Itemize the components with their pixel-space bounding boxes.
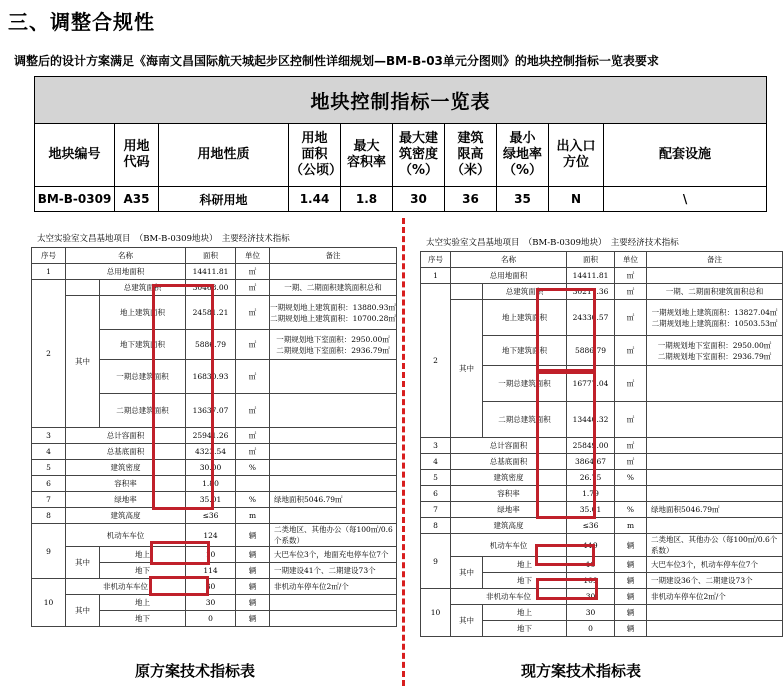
table-cell: 6 bbox=[32, 476, 66, 492]
table-cell: 地上建筑面积 bbox=[100, 296, 186, 330]
table-row bbox=[421, 438, 783, 454]
control-cell-2: 科研用地 bbox=[159, 187, 289, 212]
table-cell: 总基底面积 bbox=[66, 444, 186, 460]
table-row bbox=[32, 248, 397, 264]
table-cell: ㎡ bbox=[236, 280, 270, 296]
note-line: 一期规划地上建筑面积：13827.04㎡ bbox=[651, 307, 778, 317]
table-cell: ㎡ bbox=[236, 428, 270, 444]
header-note: 备注 bbox=[647, 252, 783, 268]
table-row bbox=[421, 589, 783, 605]
table-cell: 地下建筑面积 bbox=[100, 330, 186, 360]
table-cell: 辆 bbox=[615, 534, 647, 557]
value-cell: 1.80 bbox=[186, 476, 236, 492]
table-cell: % bbox=[236, 460, 270, 476]
table-row bbox=[421, 284, 783, 300]
value-cell: 5886.79 bbox=[186, 330, 236, 360]
table-row bbox=[421, 454, 783, 470]
table-cell: ㎡ bbox=[615, 336, 647, 366]
table-cell: 5 bbox=[32, 460, 66, 476]
table-cell bbox=[647, 518, 783, 534]
header-no: 序号 bbox=[421, 252, 451, 268]
value-cell: 26.75 bbox=[567, 470, 615, 486]
value-cell: 30.00 bbox=[186, 460, 236, 476]
table-cell: 辆 bbox=[236, 524, 270, 547]
table-cell: 7 bbox=[421, 502, 451, 518]
control-cell-9: \ bbox=[604, 187, 767, 212]
table-cell: 9 bbox=[421, 534, 451, 589]
current-caption: 现方案技术指标表 bbox=[521, 662, 642, 680]
header-name: 名称 bbox=[451, 252, 567, 268]
header-unit: 单位 bbox=[615, 252, 647, 268]
header-area: 面积 bbox=[567, 252, 615, 268]
control-cell-4: 1.8 bbox=[341, 187, 393, 212]
table-cell bbox=[647, 438, 783, 454]
table-cell: ㎡ bbox=[236, 444, 270, 460]
value-cell: 30 bbox=[567, 589, 615, 605]
value-cell: 35.01 bbox=[186, 492, 236, 508]
note-line: 一期规划地下室面积：2950.00㎡ bbox=[657, 340, 772, 350]
control-header-1: 用地 代码 bbox=[115, 124, 159, 187]
tech-table-title: 太空实验室文昌基地项目 （BM-B-0309地块） 主要经济技术指标 bbox=[426, 238, 679, 248]
table-cell: 容积率 bbox=[66, 476, 186, 492]
note-line: 一期规划地上建筑面积：13880.93㎡ bbox=[270, 302, 396, 312]
value-cell: 4323.54 bbox=[186, 444, 236, 460]
value-cell: 0 bbox=[186, 611, 236, 627]
value-cell: 25849.00 bbox=[567, 438, 615, 454]
value-cell: 1.79 bbox=[567, 486, 615, 502]
control-cell-3: 1.44 bbox=[289, 187, 341, 212]
table-cell: ㎡ bbox=[236, 394, 270, 428]
table-cell: 8 bbox=[32, 508, 66, 524]
center-divider bbox=[402, 218, 405, 686]
table-cell: ㎡ bbox=[615, 268, 647, 284]
original-tech-table bbox=[31, 232, 397, 627]
value-cell: 25941.26 bbox=[186, 428, 236, 444]
table-cell bbox=[270, 476, 397, 492]
value-cell: 5886.79 bbox=[567, 336, 615, 366]
table-cell: 一期、二期面积建筑面积总和 bbox=[647, 284, 783, 300]
table-cell: 10 bbox=[421, 589, 451, 637]
value-cell: ≤36 bbox=[186, 508, 236, 524]
value-cell: 24581.21 bbox=[186, 296, 236, 330]
table-cell: 1 bbox=[421, 268, 451, 284]
control-header-8: 出入口 方位 bbox=[549, 124, 604, 187]
table-cell: 非机动车车位 bbox=[66, 579, 186, 595]
table-row bbox=[32, 492, 397, 508]
value-cell: 14411.81 bbox=[186, 264, 236, 280]
value-cell: 124 bbox=[186, 524, 236, 547]
table-cell: 地上 bbox=[100, 595, 186, 611]
header-name: 名称 bbox=[66, 248, 186, 264]
table-cell: 一期建设41个、二期建设73个 bbox=[270, 563, 397, 579]
table-cell bbox=[270, 264, 397, 280]
table-cell: ㎡ bbox=[615, 284, 647, 300]
table-row bbox=[32, 280, 397, 296]
note-line: 一期规划地下室面积：2950.00㎡ bbox=[276, 334, 390, 344]
value-cell: 30 bbox=[567, 605, 615, 621]
table-row bbox=[32, 460, 397, 476]
value-cell: 30 bbox=[186, 595, 236, 611]
table-cell bbox=[270, 611, 397, 627]
tech-table-title: 太空实验室文昌基地项目 （BM-B-0309地块） 主要经济技术指标 bbox=[37, 234, 290, 244]
value-cell: 0 bbox=[567, 621, 615, 637]
table-cell bbox=[615, 486, 647, 502]
table-cell: 非机动车停车位2㎡/个 bbox=[270, 579, 397, 595]
table-cell: 8 bbox=[421, 518, 451, 534]
empty-cell bbox=[451, 284, 483, 300]
table-cell: 地下 bbox=[100, 611, 186, 627]
table-cell: 辆 bbox=[236, 595, 270, 611]
table-cell: 容积率 bbox=[451, 486, 567, 502]
note-cell bbox=[647, 336, 783, 366]
control-table-caption: 地块控制指标一览表 bbox=[35, 77, 767, 124]
value-cell: 13440.32 bbox=[567, 402, 615, 438]
original-caption: 原方案技术指标表 bbox=[135, 662, 256, 680]
table-cell: 辆 bbox=[236, 563, 270, 579]
table-cell bbox=[647, 470, 783, 486]
intro-sentence: 调整后的设计方案满足《海南文昌国际航天城起步区控制性详细规划—BM-B-03单元分图则》的地块控制指标一览表要求 bbox=[14, 54, 659, 68]
table-cell: ㎡ bbox=[236, 264, 270, 280]
table-cell: 5 bbox=[421, 470, 451, 486]
value-cell: 3864.67 bbox=[567, 454, 615, 470]
qizhong-label: 其中 bbox=[66, 547, 100, 579]
header-note: 备注 bbox=[270, 248, 397, 264]
control-header-0: 地块编号 bbox=[35, 124, 115, 187]
section-heading: 三、调整合规性 bbox=[8, 10, 155, 34]
table-cell: 4 bbox=[32, 444, 66, 460]
value-cell: ≤36 bbox=[567, 518, 615, 534]
note-line: 二期规划地上建筑面积：10700.28㎡ bbox=[270, 313, 396, 323]
table-cell bbox=[647, 621, 783, 637]
table-cell bbox=[270, 428, 397, 444]
control-cell-5: 30 bbox=[393, 187, 445, 212]
qizhong-label: 其中 bbox=[451, 300, 483, 438]
value-cell: 119 bbox=[567, 534, 615, 557]
table-cell: 辆 bbox=[236, 547, 270, 563]
table-cell: ㎡ bbox=[615, 438, 647, 454]
table-cell: 绿地面积5046.79㎡ bbox=[270, 492, 397, 508]
table-row bbox=[421, 268, 783, 284]
header-area: 面积 bbox=[186, 248, 236, 264]
table-cell: 1 bbox=[32, 264, 66, 280]
table-cell: 建筑高度 bbox=[451, 518, 567, 534]
row-number: 2 bbox=[421, 284, 451, 438]
control-header-5: 最大建 筑密度 （%） bbox=[393, 124, 445, 187]
table-cell: 一期总建筑面积 bbox=[483, 366, 567, 402]
table-cell: 二期总建筑面积 bbox=[483, 402, 567, 438]
table-cell bbox=[270, 508, 397, 524]
table-cell bbox=[647, 268, 783, 284]
table-row bbox=[32, 508, 397, 524]
table-cell: 建筑密度 bbox=[66, 460, 186, 476]
table-row bbox=[421, 252, 783, 268]
control-header-3: 用地 面积 （公顷） bbox=[289, 124, 341, 187]
value-cell: 109 bbox=[567, 573, 615, 589]
table-row bbox=[421, 518, 783, 534]
table-cell: 非机动车停车位2㎡/个 bbox=[647, 589, 783, 605]
control-cell-7: 35 bbox=[497, 187, 549, 212]
table-cell: ㎡ bbox=[236, 296, 270, 330]
table-cell: 大巴车位3个，机动车停车位7个 bbox=[647, 557, 783, 573]
table-cell bbox=[647, 486, 783, 502]
table-row bbox=[421, 605, 783, 621]
control-header-6: 建筑 限高 （米） bbox=[445, 124, 497, 187]
table-cell: 总用地面积 bbox=[451, 268, 567, 284]
control-indicator-table bbox=[34, 76, 767, 212]
table-cell bbox=[270, 595, 397, 611]
table-cell: 建筑密度 bbox=[451, 470, 567, 486]
table-cell: 地下建筑面积 bbox=[483, 336, 567, 366]
table-row bbox=[421, 300, 783, 336]
table-row bbox=[32, 579, 397, 595]
note-line: 二期规划地下室面积：2936.79㎡ bbox=[276, 345, 390, 355]
table-cell: 辆 bbox=[615, 605, 647, 621]
table-cell: 绿地面积5046.79㎡ bbox=[647, 502, 783, 518]
qizhong-label: 其中 bbox=[451, 557, 483, 589]
table-cell: 机动车车位 bbox=[451, 534, 567, 557]
note-line: 二期规划地下室面积：2936.79㎡ bbox=[657, 351, 772, 361]
note-cell bbox=[647, 300, 783, 336]
table-cell: 总用地面积 bbox=[66, 264, 186, 280]
control-header-7: 最小 绿地率 （%） bbox=[497, 124, 549, 187]
table-cell bbox=[270, 444, 397, 460]
table-row bbox=[421, 502, 783, 518]
table-cell: ㎡ bbox=[615, 366, 647, 402]
value-cell: 16830.93 bbox=[186, 360, 236, 394]
note-cell bbox=[270, 296, 397, 330]
table-cell: 地上 bbox=[100, 547, 186, 563]
value-cell: 10 bbox=[567, 557, 615, 573]
value-cell: 30 bbox=[186, 579, 236, 595]
value-cell: 10 bbox=[186, 547, 236, 563]
empty-cell bbox=[647, 402, 783, 438]
empty-cell bbox=[647, 366, 783, 402]
table-cell: 一期、二期面积建筑面积总和 bbox=[270, 280, 397, 296]
table-row bbox=[32, 296, 397, 330]
table-row bbox=[421, 486, 783, 502]
table-cell: m bbox=[236, 508, 270, 524]
table-cell: 辆 bbox=[615, 573, 647, 589]
table-cell: 辆 bbox=[615, 621, 647, 637]
control-header-9: 配套设施 bbox=[604, 124, 767, 187]
label-cell: 总建筑面积 bbox=[100, 280, 186, 296]
table-cell: 绿地率 bbox=[66, 492, 186, 508]
table-row bbox=[32, 264, 397, 280]
note-line: 二期规划地上建筑面积：10503.53㎡ bbox=[651, 318, 778, 328]
table-cell bbox=[647, 605, 783, 621]
table-cell: 9 bbox=[32, 524, 66, 579]
table-cell: 10 bbox=[32, 579, 66, 627]
table-cell: 绿地率 bbox=[451, 502, 567, 518]
table-cell: 大巴车位3个，地面充电停车位7个 bbox=[270, 547, 397, 563]
table-cell: 地上建筑面积 bbox=[483, 300, 567, 336]
table-cell: % bbox=[615, 502, 647, 518]
table-cell: 二类地区、其他办公（每100㎡/0.6个系数） bbox=[647, 534, 783, 557]
table-cell: ㎡ bbox=[236, 360, 270, 394]
empty-cell bbox=[66, 280, 100, 296]
label-cell: 总建筑面积 bbox=[483, 284, 567, 300]
table-cell: 二期总建筑面积 bbox=[100, 394, 186, 428]
empty-cell bbox=[270, 394, 397, 428]
table-row bbox=[421, 557, 783, 573]
table-cell: 地下 bbox=[483, 573, 567, 589]
table-cell bbox=[236, 476, 270, 492]
table-cell: 二类地区、其他办公（每100㎡/0.6个系数） bbox=[270, 524, 397, 547]
table-cell: ㎡ bbox=[615, 300, 647, 336]
value-cell: 24330.57 bbox=[567, 300, 615, 336]
note-cell bbox=[270, 330, 397, 360]
table-cell: 7 bbox=[32, 492, 66, 508]
qizhong-label: 其中 bbox=[451, 605, 483, 637]
value-cell: 30468.00 bbox=[186, 280, 236, 296]
table-cell: 3 bbox=[32, 428, 66, 444]
value-cell: 35.01 bbox=[567, 502, 615, 518]
table-cell bbox=[270, 460, 397, 476]
value-cell: 14411.81 bbox=[567, 268, 615, 284]
control-cell-6: 36 bbox=[445, 187, 497, 212]
table-cell: 辆 bbox=[236, 611, 270, 627]
table-cell: ㎡ bbox=[615, 402, 647, 438]
qizhong-label: 其中 bbox=[66, 296, 100, 428]
table-row bbox=[32, 547, 397, 563]
table-cell: ㎡ bbox=[236, 330, 270, 360]
table-row bbox=[32, 476, 397, 492]
qizhong-label: 其中 bbox=[66, 595, 100, 627]
control-cell-0: BM-B-0309 bbox=[35, 187, 115, 212]
value-cell: 16777.04 bbox=[567, 366, 615, 402]
value-cell: 13637.07 bbox=[186, 394, 236, 428]
table-cell: 非机动车车位 bbox=[451, 589, 567, 605]
table-cell: 辆 bbox=[236, 579, 270, 595]
table-cell: m bbox=[615, 518, 647, 534]
empty-cell bbox=[270, 360, 397, 394]
header-unit: 单位 bbox=[236, 248, 270, 264]
table-cell: 地下 bbox=[483, 621, 567, 637]
control-cell-8: N bbox=[549, 187, 604, 212]
row-number: 2 bbox=[32, 280, 66, 428]
control-header-4: 最大 容积率 bbox=[341, 124, 393, 187]
value-cell: 114 bbox=[186, 563, 236, 579]
table-row bbox=[421, 470, 783, 486]
value-cell: 30217.36 bbox=[567, 284, 615, 300]
table-cell: ㎡ bbox=[615, 454, 647, 470]
table-row bbox=[32, 428, 397, 444]
table-cell: 建筑高度 bbox=[66, 508, 186, 524]
table-row bbox=[421, 534, 783, 557]
control-header-2: 用地性质 bbox=[159, 124, 289, 187]
table-cell: 总计容面积 bbox=[451, 438, 567, 454]
current-tech-table bbox=[420, 236, 783, 637]
control-cell-1: A35 bbox=[115, 187, 159, 212]
table-cell: % bbox=[615, 470, 647, 486]
table-cell: 地上 bbox=[483, 605, 567, 621]
table-cell: 总基底面积 bbox=[451, 454, 567, 470]
table-cell: 3 bbox=[421, 438, 451, 454]
table-cell: 辆 bbox=[615, 557, 647, 573]
table-cell: 地下 bbox=[100, 563, 186, 579]
table-row bbox=[32, 444, 397, 460]
table-cell: 4 bbox=[421, 454, 451, 470]
table-cell: 一期总建筑面积 bbox=[100, 360, 186, 394]
table-cell: 6 bbox=[421, 486, 451, 502]
table-row bbox=[32, 595, 397, 611]
table-cell: 一期建设36个、二期建设73个 bbox=[647, 573, 783, 589]
table-cell: 总计容面积 bbox=[66, 428, 186, 444]
header-no: 序号 bbox=[32, 248, 66, 264]
table-cell: % bbox=[236, 492, 270, 508]
table-cell bbox=[647, 454, 783, 470]
table-row bbox=[32, 524, 397, 547]
table-cell: 机动车车位 bbox=[66, 524, 186, 547]
table-cell: 辆 bbox=[615, 589, 647, 605]
table-cell: 地上 bbox=[483, 557, 567, 573]
